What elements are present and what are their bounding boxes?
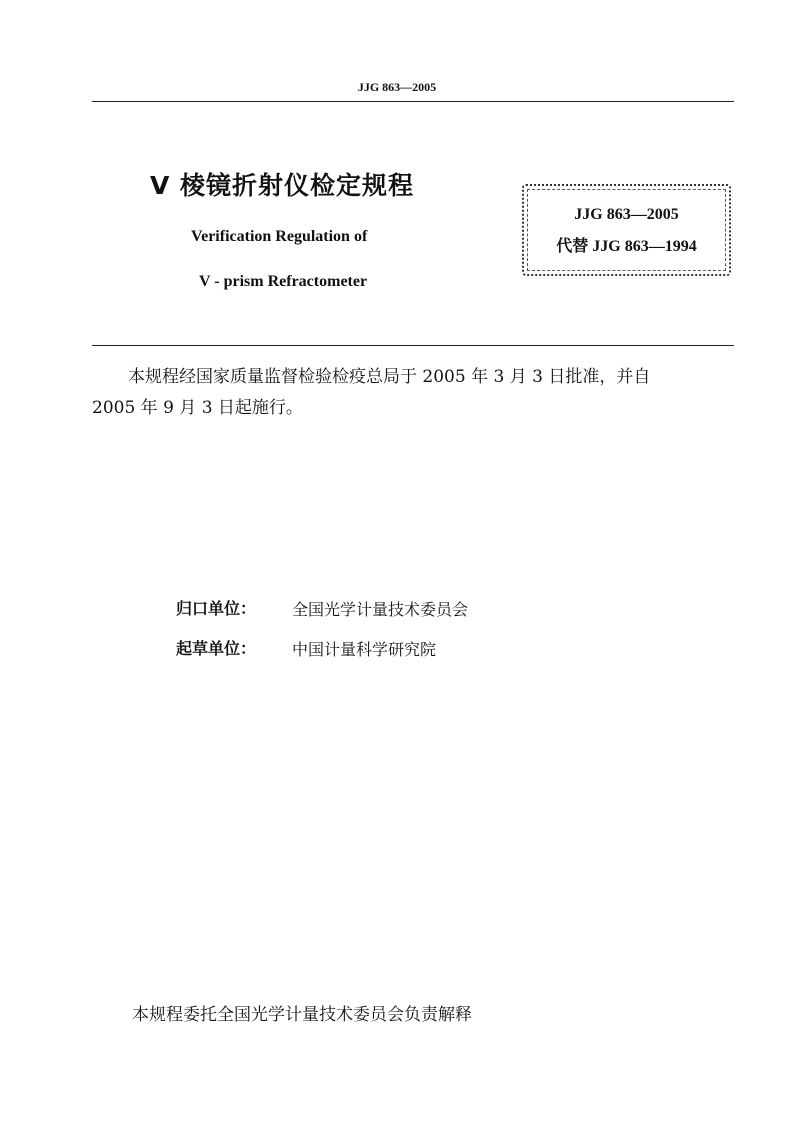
page-title-en-line2: V - prism Refractometer <box>199 273 368 290</box>
drafting-unit-label: 起草单位： <box>176 639 257 658</box>
approval-paragraph <box>92 362 738 424</box>
responsible-unit-label: 归口单位： <box>176 599 257 618</box>
approval-line-1: 本规程经国家质量监督检验检疫总局于 2005 年 3 月 3 日批准，并自 <box>128 367 651 387</box>
page-title-en-line1: Verification Regulation of <box>191 228 368 245</box>
header-standard-code: JJG 863—2005 <box>357 80 437 94</box>
approval-line-2: 2005 年 9 月 3 日起施行。 <box>92 398 303 418</box>
header-rule <box>92 101 734 102</box>
standard-number-box-frame <box>527 189 726 271</box>
drafting-unit-value: 中国计量科学研究院 <box>292 640 437 659</box>
responsible-unit-value: 全国光学计量技术委员会 <box>292 600 469 619</box>
interpretation-note: 本规程委托全国光学计量技术委员会负责解释 <box>132 1005 472 1025</box>
title-section-rule <box>92 345 734 346</box>
page-title-cn: V 棱镜折射仪检定规程 <box>150 171 415 200</box>
standard-number-box <box>522 184 731 276</box>
standard-replaces: 代替 JJG 863—1994 <box>556 238 697 255</box>
standard-code: JJG 863—2005 <box>574 206 679 223</box>
